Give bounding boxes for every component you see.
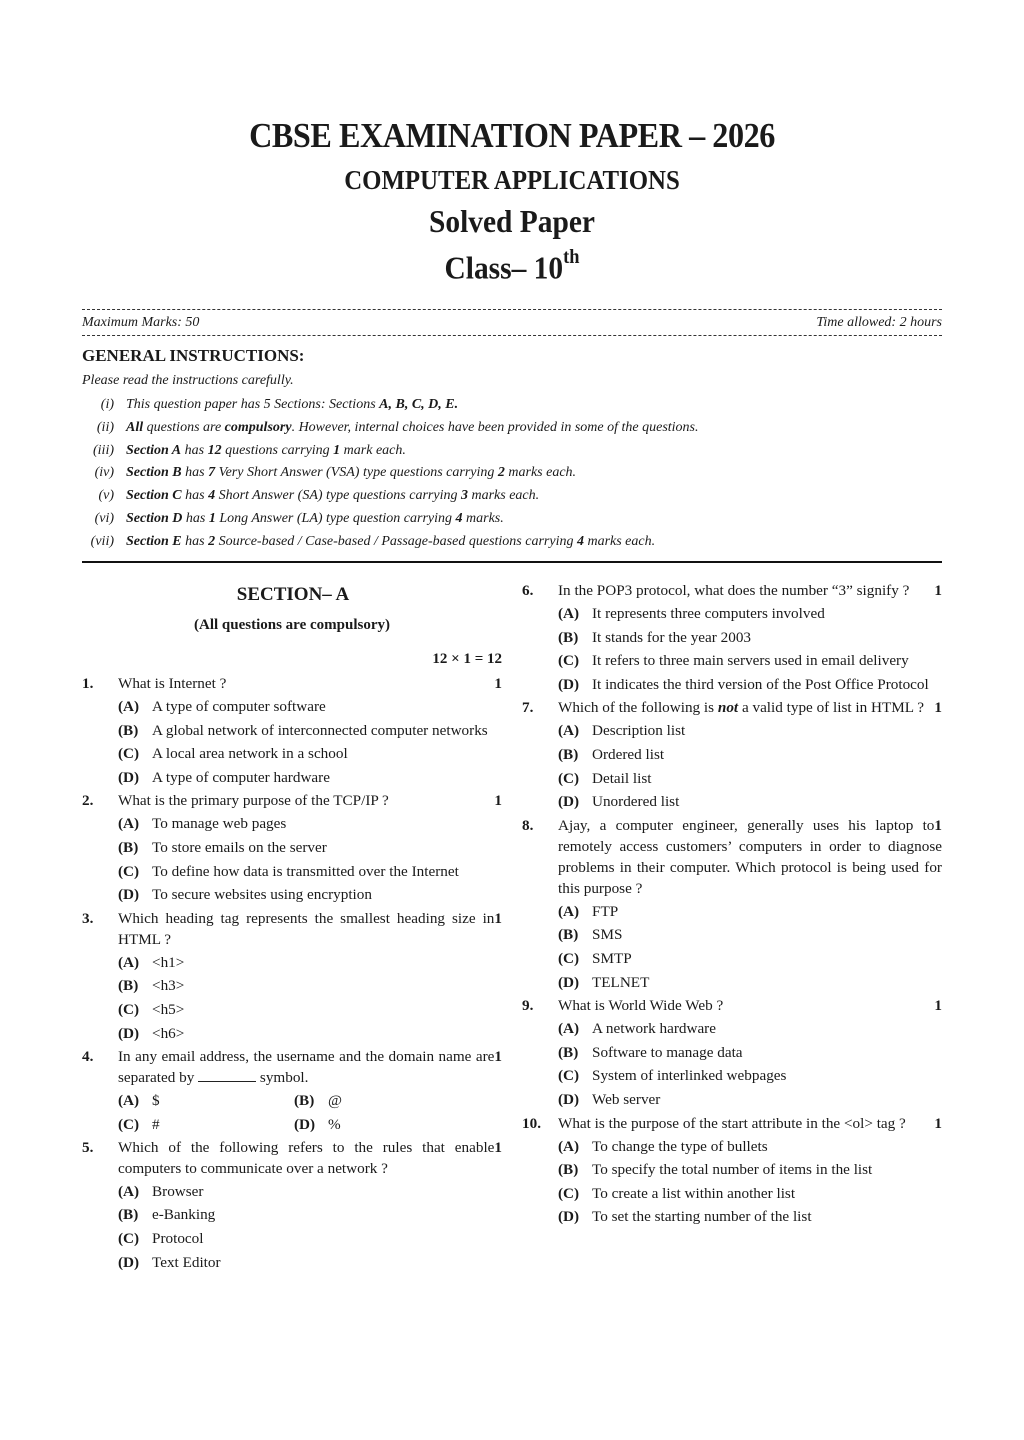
instruction-text: has xyxy=(181,488,209,504)
option xyxy=(118,884,502,905)
option xyxy=(118,1204,502,1225)
option-label: (B) xyxy=(558,628,579,646)
option-text: To specify the total number of items in the list xyxy=(592,1161,873,1179)
option-label: (A) xyxy=(558,1020,580,1038)
option-text: Protocol xyxy=(152,1229,204,1247)
question-text xyxy=(558,995,942,1016)
question-text-before: In any email address, the username and the domain name are separated by xyxy=(118,1048,495,1087)
option xyxy=(118,1252,502,1273)
option-label: (C) xyxy=(118,1229,140,1247)
option xyxy=(558,1018,942,1039)
instruction-text: marks each. xyxy=(583,533,656,549)
option xyxy=(558,603,942,624)
question-marks: 1 xyxy=(934,1114,942,1132)
instruction-text: 12 xyxy=(207,442,222,458)
option-label: (C) xyxy=(558,949,580,967)
question-text-content: Which heading tag represents the smallest heading size in HTML ? xyxy=(118,909,495,948)
instruction-number: (vii) xyxy=(90,533,114,549)
instruction-text: marks each. xyxy=(504,465,577,481)
question-number: 3. xyxy=(82,909,94,927)
option-label: (A) xyxy=(118,698,140,715)
option-label: (A) xyxy=(118,1092,140,1110)
option xyxy=(118,952,502,973)
question-text-part: a valid type of list in HTML ? xyxy=(738,699,925,717)
instruction-item xyxy=(82,508,942,531)
option xyxy=(558,901,942,922)
option xyxy=(118,1114,294,1135)
instruction-text: has xyxy=(181,533,209,549)
option-label: (A) xyxy=(118,1182,140,1200)
option-text: Description list xyxy=(592,722,686,740)
question-number: 10. xyxy=(522,1114,541,1132)
option-label: (D) xyxy=(558,675,580,693)
instruction-text: has xyxy=(181,442,208,458)
right-column xyxy=(522,580,942,1230)
question-text-part: Which of the following is xyxy=(558,699,718,717)
option-text: Unordered list xyxy=(592,793,680,811)
option-text: It refers to three main servers used in email delivery xyxy=(592,652,909,670)
option-text: To manage web pages xyxy=(152,815,287,833)
option-text: <h3> xyxy=(152,977,185,995)
option xyxy=(118,837,502,858)
question-text xyxy=(118,673,502,694)
option-text: <h5> xyxy=(152,1000,185,1018)
option-text: $ xyxy=(152,1092,160,1110)
option-label: (B) xyxy=(558,926,579,944)
instruction-text: marks each. xyxy=(467,488,540,504)
options-list xyxy=(118,952,502,1044)
question xyxy=(82,908,502,1044)
option-text: FTP xyxy=(592,902,619,920)
fill-in-blank xyxy=(198,1069,256,1082)
question-text xyxy=(558,815,942,899)
option xyxy=(558,1159,942,1180)
option-text: Software to manage data xyxy=(592,1043,743,1061)
question-marks: 1 xyxy=(934,816,942,834)
question-marks: 1 xyxy=(934,582,942,599)
paper-title: CBSE EXAMINATION PAPER – 2026 xyxy=(249,116,775,155)
option-label: (B) xyxy=(118,977,139,995)
instruction-text: questions are xyxy=(143,419,225,435)
option-text: A network hardware xyxy=(592,1020,716,1038)
instruction-number: (vi) xyxy=(94,510,114,526)
question-text-content: What is the primary purpose of the TCP/IP ? xyxy=(118,792,389,810)
option-label: (C) xyxy=(558,769,580,787)
option-text: <h1> xyxy=(152,953,185,971)
option-label: (A) xyxy=(558,605,580,622)
option xyxy=(118,720,502,741)
option xyxy=(118,696,502,717)
option xyxy=(558,768,942,789)
option xyxy=(118,975,502,996)
option-label: (D) xyxy=(294,1115,316,1133)
option-label: (D) xyxy=(558,973,580,991)
option-text: A type of computer software xyxy=(152,698,326,715)
instruction-text: A, B, C, D, E. xyxy=(379,397,459,412)
dashed-divider-top xyxy=(82,309,942,310)
instruction-number: (i) xyxy=(100,397,114,412)
option-label: (C) xyxy=(558,1184,580,1202)
instruction-text: Very Short Answer (VSA) type questions carrying xyxy=(215,465,498,481)
question-text-part: not xyxy=(717,699,739,717)
option-label: (D) xyxy=(558,793,580,811)
option-label: (B) xyxy=(558,1161,579,1179)
options-list xyxy=(558,720,942,812)
option-text: To define how data is transmitted over the Internet xyxy=(152,862,459,880)
option xyxy=(558,1183,942,1204)
instruction-text: compulsory xyxy=(224,419,292,435)
option xyxy=(118,999,502,1020)
option xyxy=(118,1228,502,1249)
class-superscript: th xyxy=(563,246,580,268)
question xyxy=(522,1113,942,1228)
section-divider xyxy=(82,561,942,563)
option xyxy=(294,1114,502,1135)
instruction-item xyxy=(82,394,942,417)
option xyxy=(118,1181,502,1202)
option-label: (B) xyxy=(118,721,139,739)
option-label: (A) xyxy=(118,815,140,833)
instructions-intro: Please read the instructions carefully. xyxy=(82,373,294,388)
option-text: @ xyxy=(328,1092,342,1110)
instruction-text: has xyxy=(181,465,209,481)
option xyxy=(558,720,942,741)
general-instructions xyxy=(82,345,942,554)
option xyxy=(118,1023,502,1044)
question-marks: 1 xyxy=(494,909,502,927)
option-text: Web server xyxy=(592,1090,661,1108)
question-number: 6. xyxy=(522,582,534,599)
instruction-text: mark each. xyxy=(340,442,406,458)
option-label: (D) xyxy=(118,768,140,786)
option-text: It indicates the third version of the Post Office Protocol xyxy=(592,675,929,693)
instruction-text: Section E xyxy=(126,533,182,549)
instruction-text: . However, internal choices have been provided in some of the questions. xyxy=(291,419,699,435)
instruction-item xyxy=(82,531,942,554)
question-marks: 1 xyxy=(494,1138,502,1156)
option-text: To create a list within another list xyxy=(592,1184,796,1202)
option-label: (B) xyxy=(118,1206,139,1224)
option-label: (C) xyxy=(118,1000,140,1018)
instructions-list xyxy=(82,394,942,554)
option-label: (C) xyxy=(118,1115,140,1133)
question-text xyxy=(118,790,502,811)
options-list xyxy=(558,901,942,993)
question-number: 5. xyxy=(82,1138,94,1156)
option xyxy=(558,1136,942,1157)
option-text: e-Banking xyxy=(152,1206,216,1224)
dashed-divider-bottom xyxy=(82,335,942,336)
option-text: A global network of interconnected computer networks xyxy=(152,721,488,739)
marks-time-row xyxy=(82,314,942,334)
question xyxy=(522,580,942,695)
option-text: Browser xyxy=(152,1182,204,1200)
option-text: Ordered list xyxy=(592,745,665,763)
instruction-text: Source-based / Case-based / Passage-based questions carrying xyxy=(215,533,577,549)
question-text xyxy=(118,1137,502,1179)
question-text xyxy=(558,1113,942,1134)
option-label: (D) xyxy=(558,1208,580,1226)
instruction-text: Section D xyxy=(126,510,183,526)
instruction-text: 4 xyxy=(208,488,216,504)
option-label: (D) xyxy=(118,1024,140,1042)
option xyxy=(558,1089,942,1110)
question-marks: 1 xyxy=(934,997,942,1015)
option-text: A type of computer hardware xyxy=(152,768,330,786)
question-text-content: In the POP3 protocol, what does the number “3” signify ? xyxy=(558,582,910,599)
instruction-number: (v) xyxy=(98,488,114,504)
instruction-text: Section C xyxy=(126,488,182,504)
question-text-content: Which of the following refers to the rules that enable computers to communicate over a network ? xyxy=(118,1138,495,1177)
question xyxy=(522,995,942,1110)
option-label: (B) xyxy=(118,838,139,856)
instruction-text: 1 xyxy=(333,442,341,458)
instruction-text: marks. xyxy=(462,510,504,526)
option-text: SMTP xyxy=(592,949,632,967)
paper-class xyxy=(41,241,983,288)
option xyxy=(558,1042,942,1063)
question xyxy=(82,1137,502,1273)
option-text: # xyxy=(152,1115,160,1133)
question-text-content: What is Internet ? xyxy=(118,675,227,692)
instruction-text: 2 xyxy=(497,465,505,481)
option-text: % xyxy=(328,1115,341,1133)
instruction-item xyxy=(82,485,942,508)
option-label: (A) xyxy=(558,902,580,920)
option-text: SMS xyxy=(592,926,623,944)
question-marks: 1 xyxy=(494,1048,502,1066)
question-text xyxy=(558,697,942,718)
question xyxy=(82,1046,502,1135)
option-label: (B) xyxy=(294,1092,315,1110)
question-marks: 1 xyxy=(494,675,502,692)
question-number: 9. xyxy=(522,997,534,1015)
instruction-item xyxy=(82,440,942,463)
maximum-marks: Maximum Marks: 50 xyxy=(82,315,200,330)
instruction-text: Long Answer (LA) type question carrying xyxy=(215,510,456,526)
options-list xyxy=(118,813,502,905)
option xyxy=(558,972,942,993)
option-label: (C) xyxy=(558,652,580,670)
option-label: (A) xyxy=(558,722,580,740)
option-text: Text Editor xyxy=(152,1253,221,1271)
instruction-text: Section B xyxy=(126,465,182,481)
instruction-text: questions carrying xyxy=(221,442,334,458)
instruction-text: This question paper has 5 Sections: Sections xyxy=(126,397,380,412)
section-title: SECTION– A xyxy=(236,584,350,605)
paper-subject: COMPUTER APPLICATIONS xyxy=(344,165,680,195)
question-text-content: What is World Wide Web ? xyxy=(558,997,724,1015)
option-label: (D) xyxy=(118,886,140,904)
option xyxy=(558,674,942,695)
options-list xyxy=(558,1136,942,1228)
question-text xyxy=(118,908,502,950)
instruction-text: Section A xyxy=(126,442,182,458)
question-marks: 1 xyxy=(934,699,942,717)
instruction-number: (iii) xyxy=(93,442,114,458)
option xyxy=(558,1206,942,1227)
option-text: To set the starting number of the list xyxy=(592,1208,812,1226)
instructions-heading: GENERAL INSTRUCTIONS: xyxy=(82,346,305,365)
instruction-text: 1 xyxy=(208,510,216,526)
option xyxy=(118,743,502,764)
question-number: 7. xyxy=(522,699,534,717)
instruction-text: 7 xyxy=(208,465,216,481)
instruction-number: (ii) xyxy=(96,419,114,435)
options-list xyxy=(558,1018,942,1110)
question-text-after: symbol. xyxy=(259,1069,309,1087)
question-text xyxy=(118,1046,502,1088)
option-text: To secure websites using encryption xyxy=(152,886,372,904)
option-label: (B) xyxy=(558,745,579,763)
option-text: A local area network in a school xyxy=(152,745,348,763)
option xyxy=(118,813,502,834)
option-text: To change the type of bullets xyxy=(592,1137,768,1155)
section-note: (All questions are compulsory) xyxy=(194,617,390,633)
question-number: 1. xyxy=(82,675,94,692)
instruction-text: 3 xyxy=(460,488,468,504)
option-label: (B) xyxy=(558,1043,579,1061)
option-text: To store emails on the server xyxy=(152,838,327,856)
question-text-content: What is the purpose of the start attribute in the <ol> tag ? xyxy=(558,1114,906,1132)
instruction-text: Short Answer (SA) type questions carrying xyxy=(215,488,461,504)
instruction-text: All xyxy=(126,419,144,435)
paper-subtitle: Solved Paper xyxy=(428,203,596,239)
option-label: (C) xyxy=(118,862,140,880)
instruction-number: (iv) xyxy=(94,465,114,481)
option-label: (A) xyxy=(118,953,140,971)
option-text: Detail list xyxy=(592,769,652,787)
instruction-text: has xyxy=(182,510,209,526)
question-number: 8. xyxy=(522,816,534,834)
paper-header xyxy=(0,112,1024,288)
option-text: TELNET xyxy=(592,973,650,991)
option xyxy=(118,1090,294,1111)
option-label: (C) xyxy=(118,745,140,763)
question-number: 2. xyxy=(82,792,94,810)
option xyxy=(558,1065,942,1086)
instruction-text: 4 xyxy=(576,533,584,549)
option xyxy=(558,948,942,969)
options-list xyxy=(118,1181,502,1273)
option xyxy=(558,744,942,765)
option-label: (D) xyxy=(558,1090,580,1108)
options-list xyxy=(558,603,942,695)
time-allowed: Time allowed: 2 hours xyxy=(816,315,942,330)
instruction-text: 2 xyxy=(208,533,216,549)
option-label: (D) xyxy=(118,1253,140,1271)
question-marks: 1 xyxy=(494,792,502,810)
question-text xyxy=(558,580,942,601)
question-text-content: Ajay, a computer engineer, generally uses his laptop to remotely access customers’ computers in order to diagnose problems in their computer. Which protocol is being used for this purpose ? xyxy=(558,816,942,897)
options-list xyxy=(118,696,502,788)
option xyxy=(558,650,942,671)
option-text: <h6> xyxy=(152,1024,185,1042)
option-text: It stands for the year 2003 xyxy=(592,628,752,646)
option xyxy=(558,627,942,648)
instruction-item xyxy=(82,462,942,485)
options-list xyxy=(118,1090,502,1135)
question xyxy=(82,790,502,905)
option-text: System of interlinked webpages xyxy=(592,1067,787,1085)
left-column xyxy=(82,580,502,1275)
option xyxy=(558,924,942,945)
instruction-text: 4 xyxy=(455,510,463,526)
instruction-item xyxy=(82,417,942,440)
option xyxy=(558,791,942,812)
question xyxy=(522,697,942,812)
class-label: Class– 10 xyxy=(444,249,564,286)
question-number: 4. xyxy=(82,1048,94,1066)
option-text: It represents three computers involved xyxy=(592,605,825,622)
option xyxy=(294,1090,502,1111)
option-label: (A) xyxy=(558,1137,580,1155)
question xyxy=(82,673,502,788)
option-label: (C) xyxy=(558,1067,580,1085)
option xyxy=(118,767,502,788)
section-marks-formula: 12 × 1 = 12 xyxy=(432,651,502,667)
option xyxy=(118,861,502,882)
question xyxy=(522,815,942,993)
